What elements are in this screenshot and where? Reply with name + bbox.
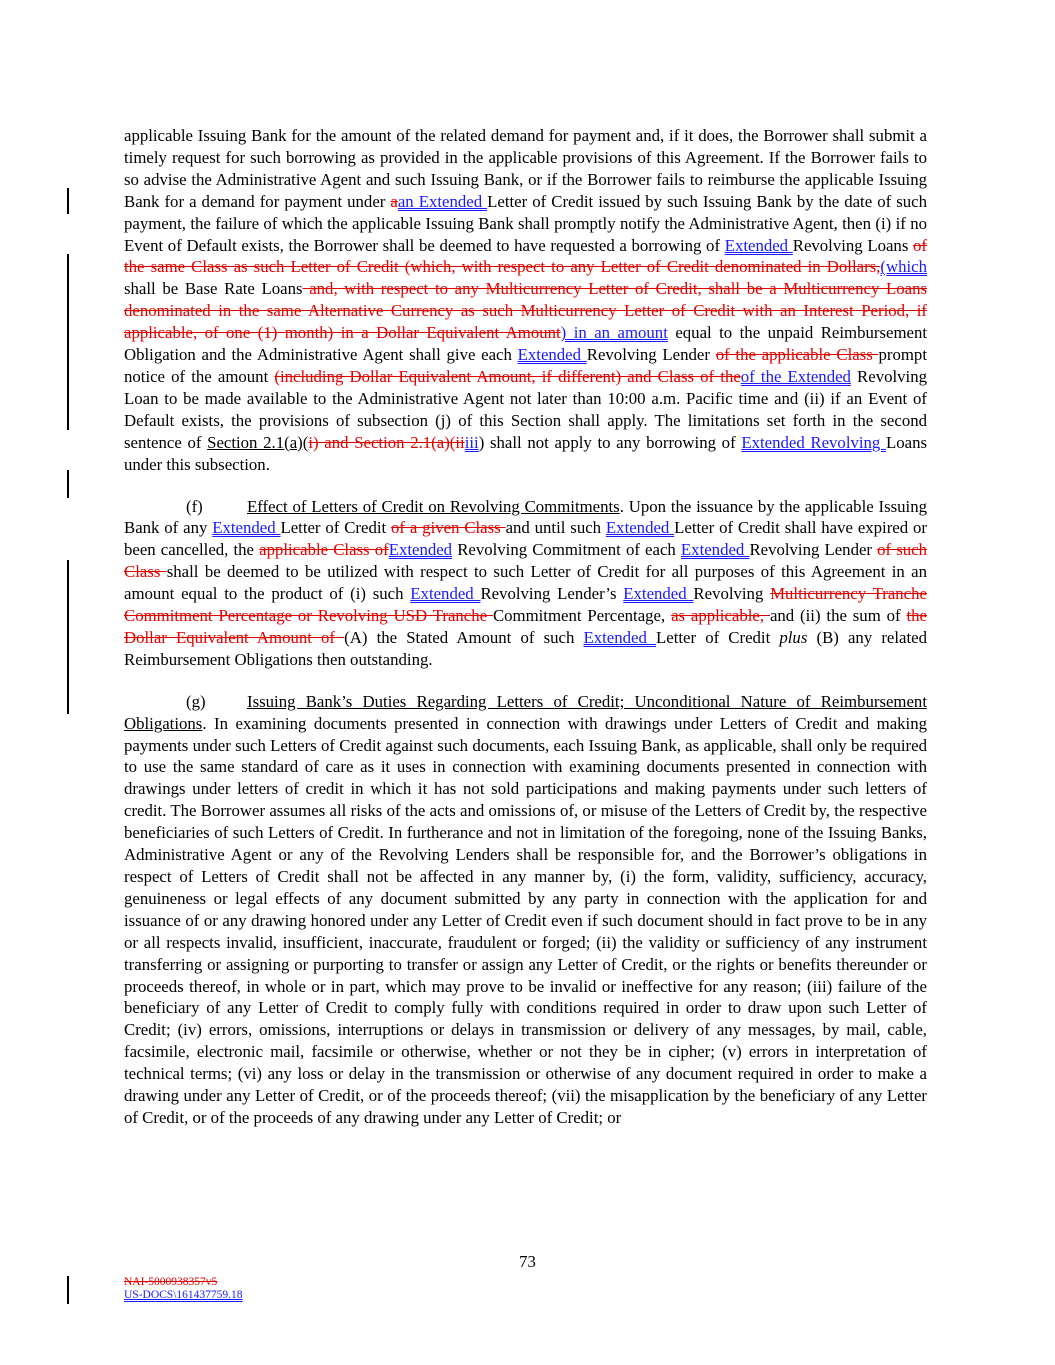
change-bar bbox=[67, 188, 69, 214]
deleted-text: of the same Class as such Letter of Credit (which, with respect to any Letter of Credit denominated in Dollars, bbox=[124, 235, 927, 277]
paragraph-number: (g) bbox=[186, 691, 206, 711]
deleted-text: of the applicable Class bbox=[715, 345, 879, 365]
inserted-text: Extended bbox=[583, 627, 656, 647]
deleted-doc-id: NAI-5000938357v5 bbox=[124, 1276, 218, 1288]
inserted-text: Extended bbox=[680, 540, 750, 560]
deleted-text: and, with respect to any Multicurrency Letter of Credit, shall be a Multicurrency Loans denominated in the same Alternative Currency as such Multicurrency Letter of Credit with an Interest Period, if applicable, of one (1) month) in a Dollar Equivalent Amount bbox=[124, 279, 928, 343]
page-number: 73 bbox=[519, 1252, 536, 1271]
inserted-text: Extended Revolving bbox=[741, 432, 886, 452]
inserted-text: ) in an amount bbox=[560, 323, 668, 343]
document-page bbox=[124, 125, 927, 1129]
paragraph-title: Issuing Bank’s Duties Regarding Letters of Credit; Unconditional Nature of Reimbursement Obligations bbox=[124, 691, 927, 733]
paragraph-g: (g) Issuing Bank’s Duties Regarding Letters of Credit; Unconditional Nature of Reimbursement Obligations. In examining documents presented in connection with drawings under Letters of Credit and making payments under such Letters of Credit against such documents, each Issuing Bank, as applicable, shall only be required to use the same standard of care as it uses in connection with examining documents presented in connection with drawings under letters of credit in which it has not sold participations and making payments under such letters of credit. The Borrower assumes all risks of the acts and omissions of, or misuse of the Letters of Credit by, the respective beneficiaries of such Letters of Credit. In furtherance and not in limitation of the foregoing, none of the Issuing Banks, Administrative Agent or any of the Revolving Lenders shall be responsible for, and the Borrower’s obligations in respect of Letters of Credit shall not be affected in any manner by, (i) the form, validity, sufficiency, accuracy, genuineness or legal effects of any document submitted by any party in connection with the application for and issuance of or any drawing honored under any Letter of Credit even if such document should in fact prove to be in any or all respects invalid, insufficient, inaccurate, fraudulent or forged; (ii) the validity or sufficiency of any instrument transferring or assigning or purporting to transfer or assign any Letter of Credit, or the rights or benefits thereunder or proceeds thereof, in whole or in part, which may prove to be invalid or ineffective for any reason; (iii) failure of the beneficiary of any Letter of Credit to comply fully with conditions required in order to draw upon such Letter of Credit; (iv) errors, omissions, interruptions or delays in transmission or delivery of any messages, by mail, cable, facsimile, electronic mail, facsimile or otherwise, whether or not they be in cipher; (v) errors in interpretation of technical terms; (vi) any loss or delay in the transmission or otherwise of any document required in order to make a drawing under any Letter of Credit, or of the proceeds thereof; (vii) the misapplication by the beneficiary of any Letter of Credit, or of the proceeds of any drawing under any Letter of Credit; or bbox=[124, 691, 927, 1127]
deleted-text: of such Class bbox=[124, 540, 928, 582]
inserted-text: of the Extended bbox=[740, 366, 851, 386]
emphasis-plus: plus bbox=[779, 627, 808, 647]
inserted-text: (which bbox=[880, 257, 927, 277]
change-bar bbox=[67, 1276, 69, 1304]
inserted-text: Extended bbox=[410, 584, 481, 604]
deleted-text: (including Dollar Equivalent Amount, if different) and Class of the bbox=[274, 366, 741, 386]
deleted-text: Section 2.1(a)(ii bbox=[354, 432, 465, 452]
inserted-text: Extended bbox=[605, 518, 675, 538]
deleted-text: i bbox=[308, 432, 313, 452]
paragraph-continuation: applicable Issuing Bank for the amount of the related demand for payment and, if it does, the Borrower shall submit a timely request for such borrowing as provided in the applicable provisions of this Agreement. If the Borrower fails to so advise the Administrative Agent and such Issuing Bank, or if the Borrower fails to reimburse the applicable Issuing Bank for a demand for payment under aan Extended Letter of Credit issued by such Issuing Bank by the date of such payment, the failure of which the applicable Issuing Bank shall promptly notify the Administrative Agent, then (i) if no Event of Default exists, the Borrower shall be deemed to have requested a borrowing of Extended Revolving Loans of the same Class as such Letter of Credit (which, with respect to any Letter of Credit denominated in Dollars,(which shall be Base Rate Loans and, with respect to any Multicurrency Letter of Credit, shall be a Multicurrency Loans denominated in the same Alternative Currency as such Multicurrency Letter of Credit with an Interest Period, if applicable, of one (1) month) in a Dollar Equivalent Amount) in an amount equal to the unpaid Reimbursement Obligation and the Administrative Agent shall give each Extended Revolving Lender of the applicable Class prompt notice of the amount (including Dollar Equivalent Amount, if different) and Class of theof the Extended Revolving Loan to be made available to the Administrative Agent not later than 10:00 a.m. Pacific time and (ii) if an Event of Default exists, the provisions of subsection (j) of this Section shall apply. The limitations set forth in the second sentence of Section 2.1(a)(i) and Section 2.1(a)(iiiii) shall not apply to any borrowing of Extended Revolving Loans under this subsection. bbox=[124, 126, 928, 474]
change-bar bbox=[67, 560, 69, 714]
inserted-text: iii bbox=[464, 432, 479, 452]
deleted-text: the Dollar Equivalent Amount of bbox=[124, 606, 927, 647]
deleted-text: ) and bbox=[313, 432, 355, 452]
inserted-text: Extended bbox=[623, 584, 694, 604]
change-bar bbox=[67, 470, 69, 498]
paragraph-number: (f) bbox=[186, 496, 203, 516]
deleted-text: a bbox=[390, 191, 398, 211]
document-footer bbox=[124, 1276, 243, 1302]
section-reference: Section 2.1(a)( bbox=[207, 432, 309, 452]
paragraph-title: Effect of Letters of Credit on Revolving Commitments bbox=[247, 496, 620, 516]
deleted-text: Multicurrency Tranche Commitment Percentage or Revolving USD Tranche bbox=[124, 584, 927, 626]
deleted-text: applicable Class of bbox=[259, 540, 389, 560]
inserted-text: Extended bbox=[724, 235, 793, 255]
change-bar bbox=[67, 254, 69, 430]
inserted-text: Extended bbox=[517, 345, 587, 365]
deleted-text: as applicable, bbox=[671, 606, 770, 626]
paragraph-f: (f) Effect of Letters of Credit on Revolving Commitments. Upon the issuance by the applicable Issuing Bank of any Extended Letter of Credit of a given Class and until such Extended Letter of Credit shall have expired or been cancelled, the applicable Class ofExtended Revolving Commitment of each Extended Revolving Lender of such Class shall be deemed to be utilized with respect to such Letter of Credit for all purposes of this Agreement in an amount equal to the product of (i) such Extended Revolving Lender’s Extended Revolving Multicurrency Tranche Commitment Percentage or Revolving USD Tranche Commitment Percentage, as applicable, and (ii) the sum of the Dollar Equivalent Amount of (A) the Stated Amount of such Extended Letter of Credit plus (B) any related Reimbursement Obligations then outstanding. bbox=[124, 496, 928, 669]
deleted-text: of a given Class bbox=[391, 518, 506, 538]
inserted-text: Extended bbox=[388, 540, 453, 560]
inserted-text: an Extended bbox=[397, 191, 488, 211]
inserted-text: Extended bbox=[212, 518, 281, 538]
inserted-doc-id: US-DOCS\161437759.18 bbox=[124, 1289, 243, 1301]
